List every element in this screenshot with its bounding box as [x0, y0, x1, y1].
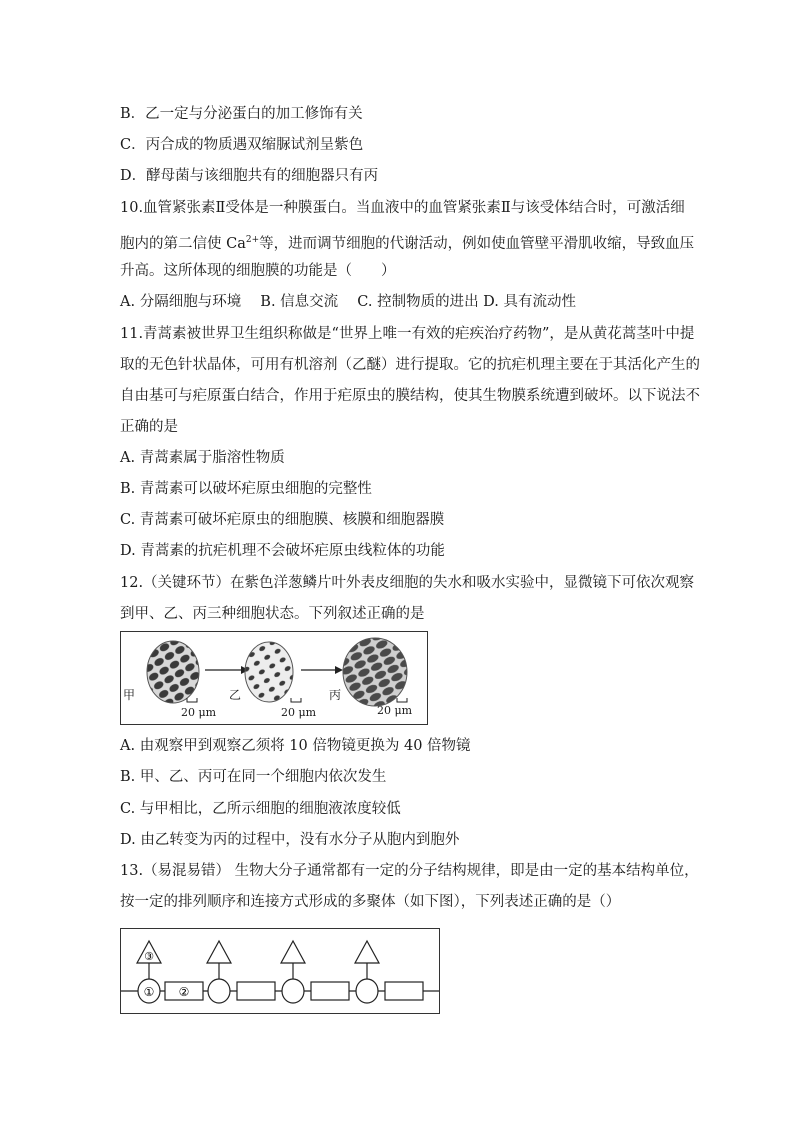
scale-bar-2 [291, 698, 301, 702]
q13-line-2: 按一定的排列顺序和连接方式形成的多聚体（如下图），下列表述正确的是（） [120, 894, 621, 910]
label-2: ② [178, 985, 190, 999]
label-yi: 乙 [229, 688, 242, 702]
q10-line-3: 升高。这所体现的细胞膜的功能是（ ） [120, 263, 396, 279]
q12-figure [120, 631, 428, 725]
q11-option-c: C. 青蒿素可破坏疟原虫的细胞膜、核膜和细胞器膜 [120, 512, 445, 528]
q10-ca-charge: 2+ [245, 235, 260, 245]
q12-line-2: 到甲、乙、丙三种细胞状态。下列叙述正确的是 [120, 606, 425, 622]
q11-line-3: 自由基可与疟原蛋白结合，作用于疟原虫的膜结构，使其生物膜系统遭到破坏。以下说法不 [120, 388, 700, 404]
q12-option-c: C. 与甲相比，乙所示细胞的细胞液浓度较低 [120, 801, 401, 817]
label-bing: 丙 [329, 688, 342, 702]
q10-line-2a: 胞内的第二信使 Ca [120, 235, 246, 252]
triangle-2 [207, 941, 231, 963]
q12-option-b: B. 甲、乙、丙可在同一个细胞内依次发生 [120, 769, 387, 785]
rect-4 [385, 982, 423, 1000]
cell-bing [343, 638, 407, 706]
triangle-4 [355, 941, 379, 963]
scale-label-1: 20 μm [181, 706, 217, 719]
cell-jia [147, 641, 199, 703]
q10-options: A. 分隔细胞与环境 B. 信息交流 C. 控制物质的进出 D. 具有流动性 [120, 294, 577, 310]
label-jia: 甲 [123, 688, 136, 702]
scale-bar-1 [187, 698, 197, 702]
q11-line-4: 正确的是 [120, 419, 178, 435]
cell-yi [245, 642, 293, 702]
circle-3 [282, 979, 304, 1003]
q11-option-b: B. 青蒿素可以破坏疟原虫细胞的完整性 [120, 481, 372, 497]
label-1: ① [143, 985, 155, 999]
circle-4 [356, 979, 378, 1003]
q12-option-d: D. 由乙转变为丙的过程中，没有水分子从胞内到胞外 [120, 832, 460, 848]
q10-line-2b: 等，进而调节细胞的代谢活动，例如使血管壁平滑肌收缩，导致血压 [259, 235, 695, 252]
scale-label-3: 20 μm [377, 704, 413, 717]
q13-line-1: 13.（易混易错） 生物大分子通常都有一定的分子结构规律，即是由一定的基本结构单位， [120, 863, 699, 879]
q11-option-d: D. 青蒿素的抗疟机理不会破坏疟原虫线粒体的功能 [120, 543, 445, 559]
q9-option-b: B．乙一定与分泌蛋白的加工修饰有关 [120, 106, 363, 122]
triangle-3 [281, 941, 305, 963]
q12-option-a: A. 由观察甲到观察乙须将 10 倍物镜更换为 40 倍物镜 [120, 738, 471, 754]
q13-figure [120, 928, 440, 1014]
q13-figure-svg [121, 929, 439, 1013]
arrow-2-head [335, 666, 343, 674]
q11-option-a: A. 青蒿素属于脂溶性物质 [120, 450, 285, 466]
label-3: ③ [144, 950, 154, 963]
circle-2 [208, 979, 230, 1003]
rect-3 [311, 982, 349, 1000]
q9-option-c: C．丙合成的物质遇双缩脲试剂呈紫色 [120, 137, 364, 153]
scale-bar-3 [397, 698, 407, 702]
q11-line-2: 取的无色针状晶体，可用有机溶剂（乙醚）进行提取。它的抗疟机理主要在于其活化产生的 [120, 357, 700, 373]
q10-line-2 [120, 230, 695, 254]
q10-line-1: 10.血管紧张素Ⅱ受体是一种膜蛋白。当血液中的血管紧张素Ⅱ与该受体结合时，可激活细 [120, 200, 685, 216]
scale-label-2: 20 μm [281, 706, 317, 719]
q12-line-1: 12.（关键环节）在紫色洋葱鳞片叶外表皮细胞的失水和吸水实验中，显微镜下可依次观察 [120, 575, 695, 591]
q11-line-1: 11.青蒿素被世界卫生组织称做是“世界上唯一有效的疟疾治疗药物”，是从黄花蒿茎叶中提 [120, 326, 695, 342]
rect-2 [237, 982, 275, 1000]
q9-option-d: D．酵母菌与该细胞共有的细胞器只有丙 [120, 168, 379, 184]
